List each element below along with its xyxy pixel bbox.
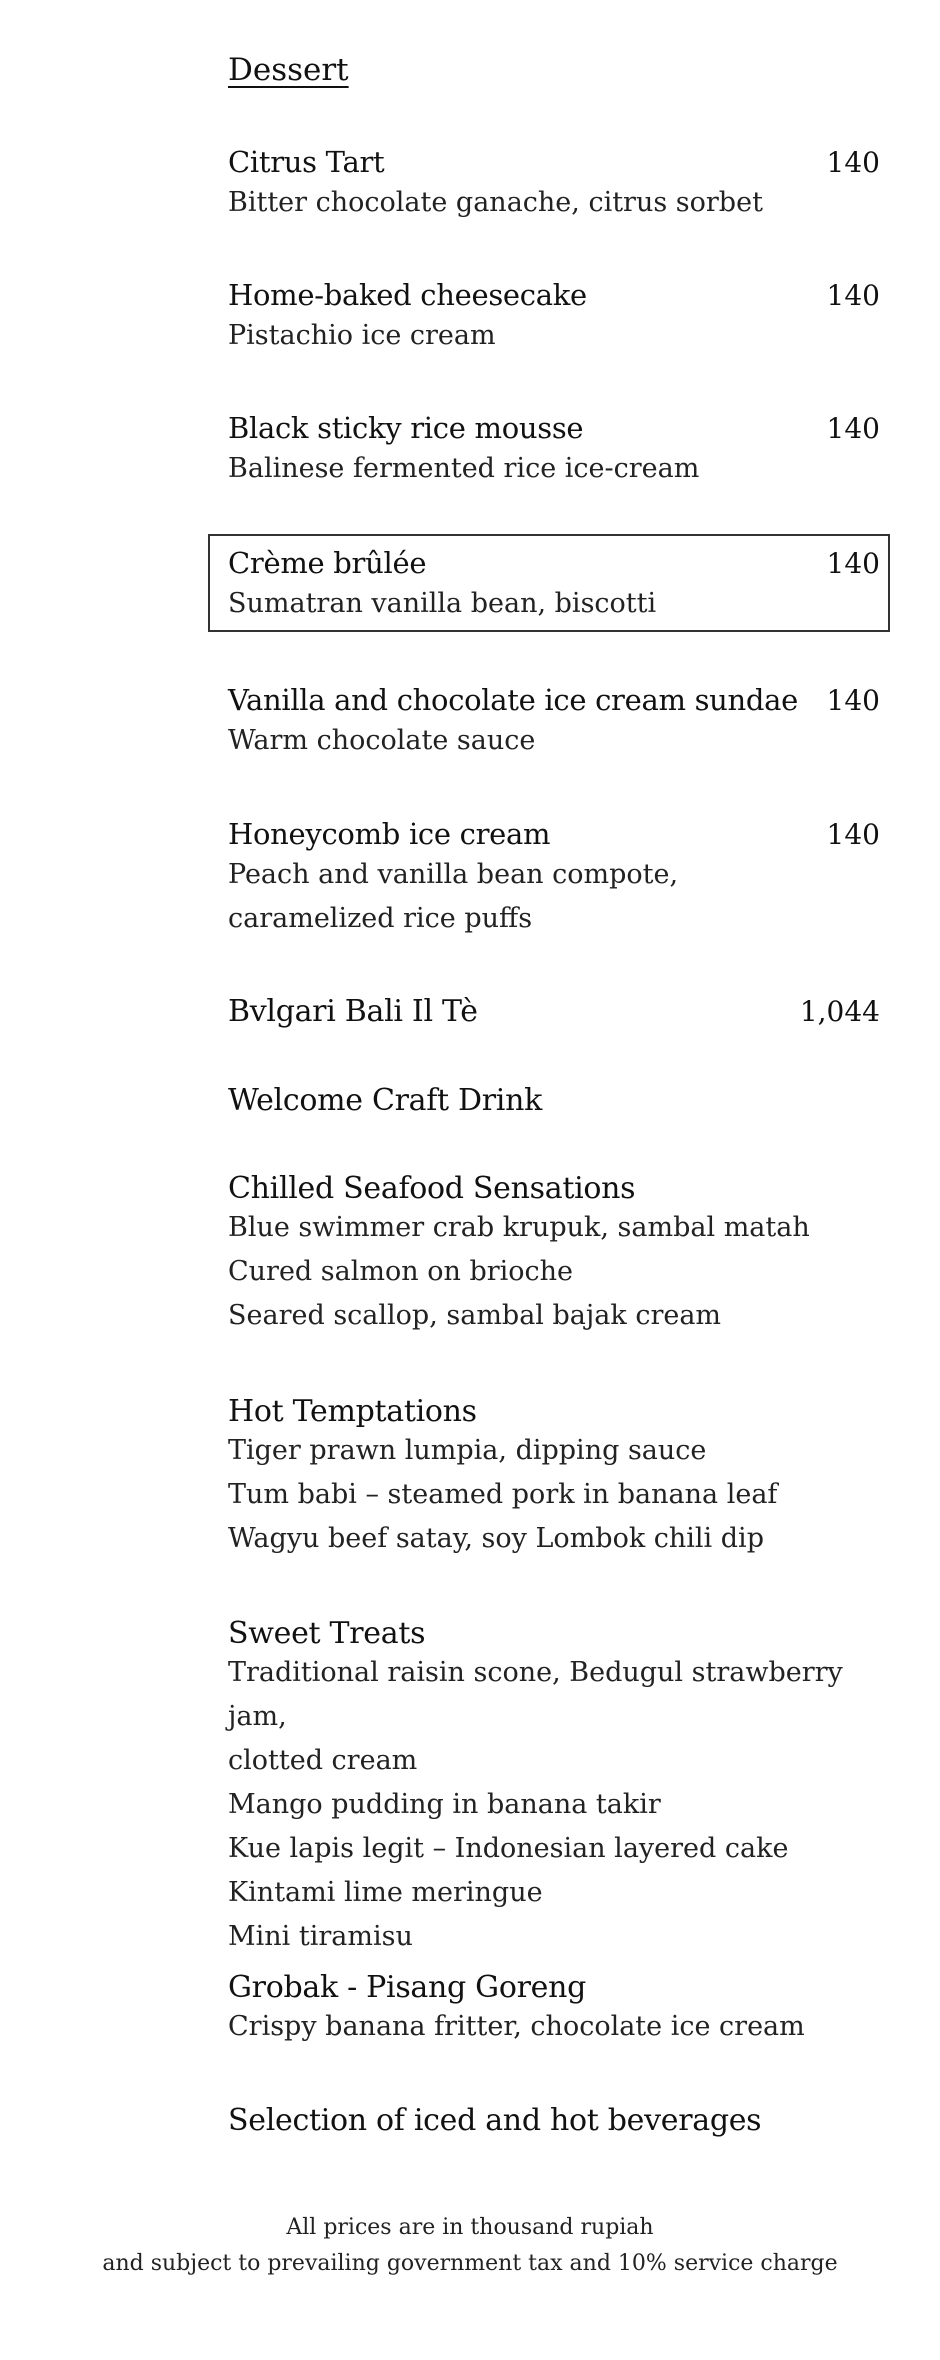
section-line: Seared scallop, sambal bajak cream [228, 1300, 722, 1331]
item-description: Peach and vanilla bean compote, [228, 859, 679, 890]
menu-item [228, 278, 888, 358]
section-line: Mango pudding in banana takir [228, 1789, 661, 1820]
menu-item [228, 411, 888, 491]
item-name: Crème brûlée [228, 546, 427, 580]
item-description: caramelized rice puffs [228, 903, 533, 934]
item-description: Sumatran vanilla bean, biscotti [228, 588, 657, 619]
section-line: Kintami lime meringue [228, 1877, 543, 1908]
item-price: 140 [826, 818, 880, 851]
item-name: Home-baked cheesecake [228, 278, 587, 312]
item-price: 140 [826, 684, 880, 717]
section-heading-dessert: Dessert [228, 52, 349, 88]
welcome-drink-title: Welcome Craft Drink [228, 1083, 543, 1118]
item-price: 140 [826, 146, 880, 179]
price-note [0, 2210, 940, 2282]
section-line: Crispy banana fritter, chocolate ice cream [228, 2011, 805, 2042]
section-line: Kue lapis legit – Indonesian layered cake [228, 1833, 789, 1864]
section-line: Traditional raisin scone, Bedugul strawberry jam, [228, 1657, 843, 1732]
section-title: Sweet Treats [228, 1616, 426, 1651]
price-note-line: All prices are in thousand rupiah [286, 2215, 654, 2240]
item-name: Vanilla and chocolate ice cream sundae [228, 683, 799, 717]
section-line: clotted cream [228, 1745, 418, 1776]
afternoon-tea-price: 1,044 [799, 995, 880, 1028]
item-name: Black sticky rice mousse [228, 411, 584, 445]
item-description: Bitter chocolate ganache, citrus sorbet [228, 187, 763, 218]
menu-item [228, 683, 888, 763]
section-title: Chilled Seafood Sensations [228, 1171, 636, 1206]
beverages-title: Selection of iced and hot beverages [228, 2103, 762, 2138]
welcome-drink [228, 1083, 908, 1118]
beverages [228, 2103, 908, 2138]
item-name: Honeycomb ice cream [228, 817, 551, 851]
section-line: Mini tiramisu [228, 1921, 413, 1952]
item-name: Citrus Tart [228, 145, 385, 179]
item-price: 140 [826, 412, 880, 445]
tea-section [228, 1970, 908, 2049]
tea-section [228, 1171, 908, 1338]
item-description: Pistachio ice cream [228, 320, 496, 351]
tea-section [228, 1616, 908, 1959]
section-line: Wagyu beef satay, soy Lombok chili dip [228, 1523, 764, 1554]
section-title: Grobak - Pisang Goreng [228, 1970, 587, 2005]
afternoon-tea-name: Bvlgari Bali Il Tè [228, 994, 478, 1029]
section-line: Tiger prawn lumpia, dipping sauce [228, 1435, 707, 1466]
tea-section [228, 1394, 908, 1561]
afternoon-tea-item [228, 994, 888, 1029]
section-title: Hot Temptations [228, 1394, 477, 1429]
section-line: Blue swimmer crab krupuk, sambal matah [228, 1212, 810, 1243]
item-price: 140 [826, 279, 880, 312]
menu-item-highlighted [228, 546, 888, 626]
item-price: 140 [826, 547, 880, 580]
item-description: Balinese fermented rice ice-cream [228, 453, 700, 484]
menu-item [228, 817, 888, 941]
item-description: Warm chocolate sauce [228, 725, 536, 756]
price-note-line: and subject to prevailing government tax and 10% service charge [102, 2251, 838, 2276]
menu-item [228, 145, 888, 225]
section-line: Cured salmon on brioche [228, 1256, 574, 1287]
section-line: Tum babi – steamed pork in banana leaf [228, 1479, 778, 1510]
